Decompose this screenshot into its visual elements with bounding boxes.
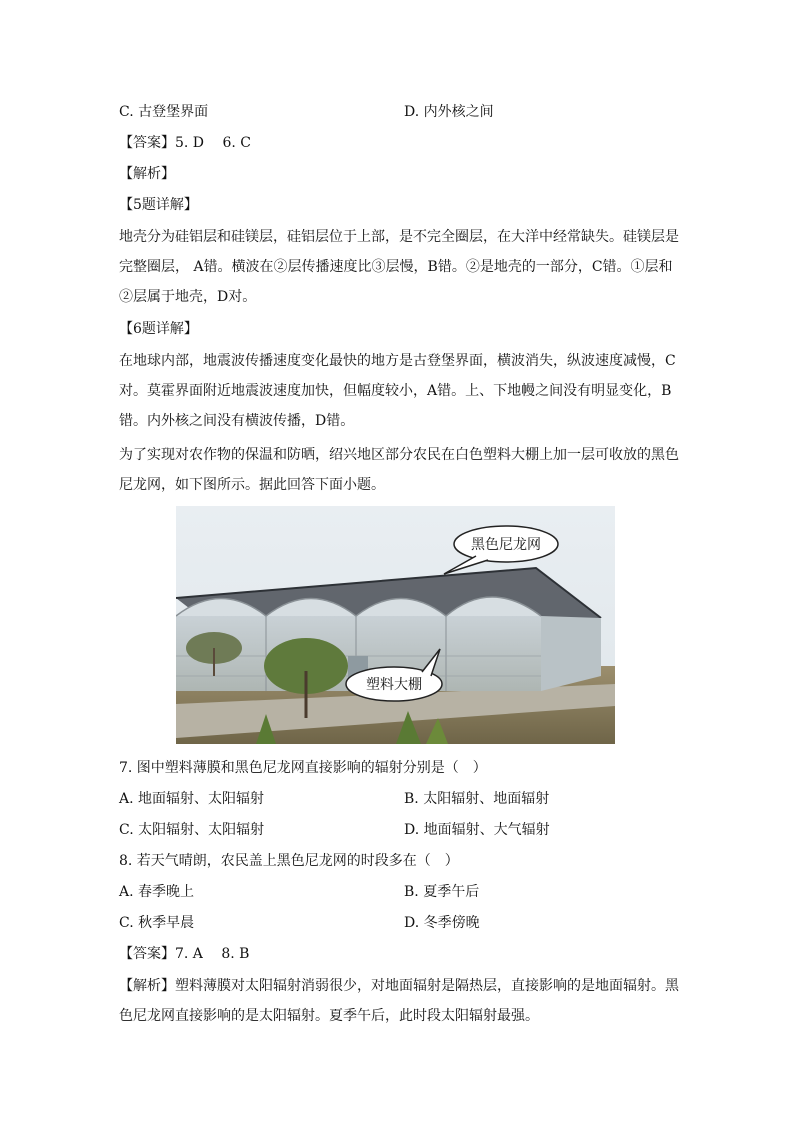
q6-detail-text <box>119 346 679 436</box>
option-d-q6: D. 内外核之间 <box>404 104 494 120</box>
intro-text <box>119 440 679 500</box>
label-black-nylon-net: 黑色尼龙网 <box>471 537 541 553</box>
q7-option-a: A. 地面辐射、太阳辐射 <box>119 791 265 807</box>
q5-line: 地壳分为硅铝层和硅镁层，硅铝层位于上部，是不完全圈层，在大洋中经常缺失。硅镁层是 <box>119 229 679 245</box>
intro-line: 尼龙网，如下图所示。据此回答下面小题。 <box>119 477 385 493</box>
analysis-label: 【解析】 <box>119 166 175 182</box>
q8-option-c: C. 秋季早晨 <box>119 915 195 931</box>
answer-7-8: 【答案】7. A 8. B <box>119 946 250 962</box>
q8-stem: 8. 若天气晴朗，农民盖上黑色尼龙网的时段多在（ ） <box>119 853 459 869</box>
q8-option-b: B. 夏季午后 <box>404 884 480 900</box>
q6-detail-header: 【6题详解】 <box>119 321 198 337</box>
intro-line: 为了实现对农作物的保温和防晒，绍兴地区部分农民在白色塑料大棚上加一层可收放的黑色 <box>119 447 679 463</box>
q7-option-b: B. 太阳辐射、地面辐射 <box>404 791 550 807</box>
greenhouse-photo <box>176 506 615 744</box>
q5-line: 完整圈层， A错。横波在②层传播速度比③层慢，B错。②是地壳的一部分，C错。①层和 <box>119 259 673 275</box>
q5-detail-text <box>119 222 679 312</box>
q6-line: 对。莫霍界面附近地震波速度加快，但幅度较小，A错。上、下地幔之间没有明显变化，B <box>119 383 672 399</box>
label-plastic-greenhouse: 塑料大棚 <box>366 677 422 693</box>
analysis-line: 色尼龙网直接影响的是太阳辐射。夏季午后，此时段太阳辐射最强。 <box>119 1008 539 1024</box>
q8-option-d: D. 冬季傍晚 <box>404 915 480 931</box>
q8-option-a: A. 春季晚上 <box>119 884 195 900</box>
answer-5-6: 【答案】5. D 6. C <box>119 135 252 151</box>
q7-option-d: D. 地面辐射、大气辐射 <box>404 822 550 838</box>
q7-stem: 7. 图中塑料薄膜和黑色尼龙网直接影响的辐射分别是（ ） <box>119 760 487 776</box>
q7-option-c: C. 太阳辐射、太阳辐射 <box>119 822 265 838</box>
q6-line: 错。内外核之间没有横波传播，D错。 <box>119 413 355 429</box>
q5-line: ②层属于地壳，D对。 <box>119 289 257 305</box>
q6-line: 在地球内部，地震波传播速度变化最快的地方是古登堡界面，横波消失，纵波速度减慢，C <box>119 353 676 369</box>
analysis-line: 【解析】塑料薄膜对太阳辐射消弱很少，对地面辐射是隔热层，直接影响的是地面辐射。黑 <box>119 978 679 994</box>
analysis-7-8 <box>119 971 679 1031</box>
q5-detail-header: 【5题详解】 <box>119 197 198 213</box>
option-c-q6: C. 古登堡界面 <box>119 104 209 120</box>
